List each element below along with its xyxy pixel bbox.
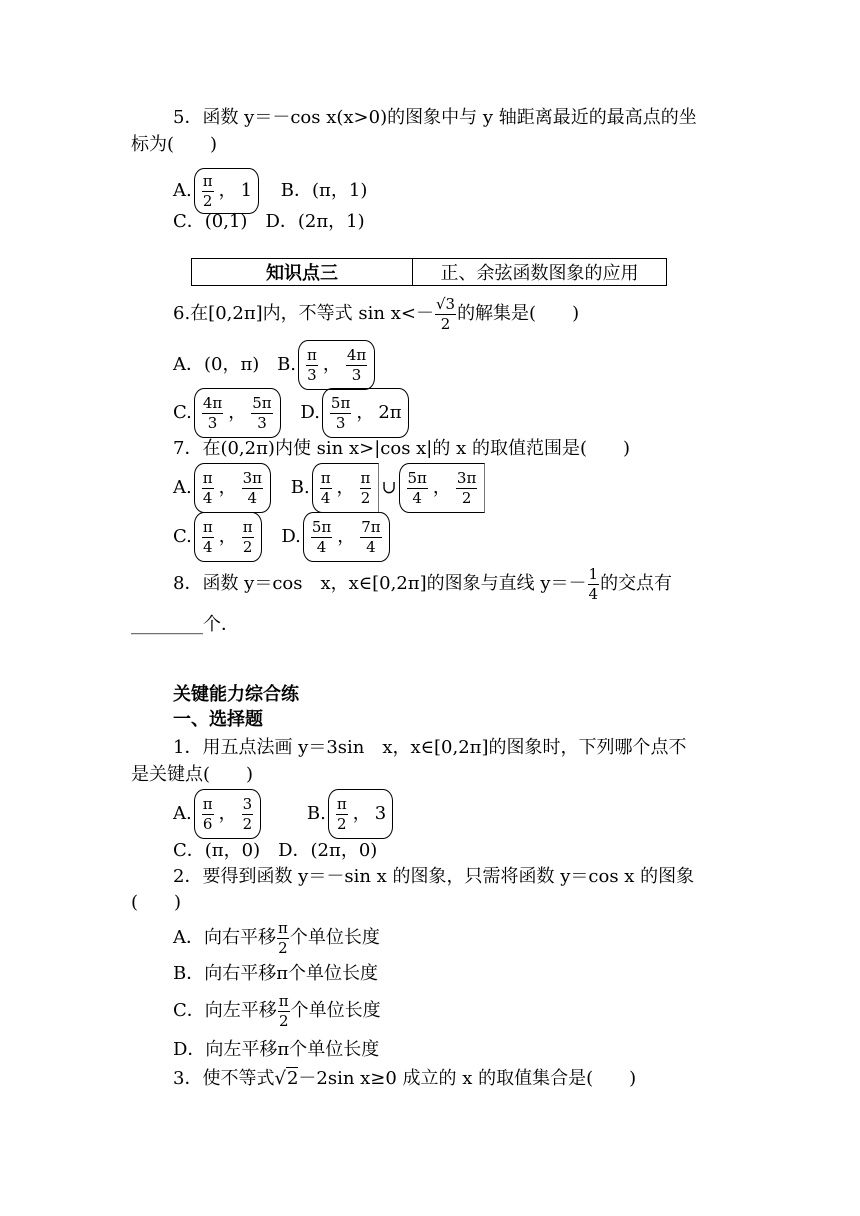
p2-stem-line2: ( ) xyxy=(131,892,182,913)
subsection-title: 一、选择题 xyxy=(173,709,263,730)
q7-option-a-label: A. xyxy=(173,477,192,498)
q5-options-ab xyxy=(173,168,367,214)
p1-option-b-point: $\frac{\pi}{2}$ ， 3 xyxy=(328,789,393,839)
p2-option-b: B．向右平移π个单位长度 xyxy=(173,963,379,984)
p1-stem-line1: 1．用五点法画 y＝3sin x，x∈[0,2π]的图象时，下列哪个点不 xyxy=(173,737,687,758)
q7-option-b-interval-2: $\frac{5\pi}{4}$ ， $\frac{3\pi}{2}$ xyxy=(399,463,486,513)
p2-c-fraction: $\frac{\pi}{2}$ xyxy=(278,991,289,1030)
q7-option-d-label: D. xyxy=(281,526,301,547)
q6-option-d-interval: $\frac{5\pi}{3}$ ， 2π xyxy=(322,388,409,438)
q5-options-cd: C．(0,1) D．(2π，1) xyxy=(173,211,365,232)
q8-blank-line: ________个． xyxy=(131,614,239,635)
q5-option-b: B．(π，1) xyxy=(280,180,368,201)
knowledge-point-topic: 正、余弦函数图象的应用 xyxy=(413,259,667,286)
p3-stem: 3．使不等式√2－2sin x≥0 成立的 x 的取值集合是( ) xyxy=(173,1068,637,1089)
q7-options-cd xyxy=(173,512,392,562)
q7-option-a-interval: $\frac{\pi}{4}$ ， $\frac{3\pi}{4}$ xyxy=(194,463,271,513)
q5-stem-line1: 5．函数 y＝－cos x(x>0)的图象中与 y 轴距离最近的最高点的坐 xyxy=(173,107,697,128)
q6-options-cd xyxy=(173,388,411,438)
knowledge-point-label: 知识点三 xyxy=(192,259,413,286)
section-title: 关键能力综合练 xyxy=(173,684,299,705)
q7-option-b-label: B. xyxy=(290,477,310,498)
p2-option-d: D．向左平移π个单位长度 xyxy=(173,1039,380,1060)
p2-option-c: C．向左平移 $\frac{\pi}{2}$ 个单位长度 xyxy=(173,991,381,1030)
q7-option-c-label: C. xyxy=(173,526,192,547)
p1-option-a-point: $\frac{\pi}{6}$ ， $\frac{3}{2}$ xyxy=(194,789,261,839)
p1-options-cd: C．(π，0) D．(2π，0) xyxy=(173,840,378,861)
q6-option-c-interval: $\frac{4\pi}{3}$ ， $\frac{5\pi}{3}$ xyxy=(194,388,281,438)
q5-stem-line2: 标为( ) xyxy=(131,134,218,155)
q7-options-ab xyxy=(173,463,487,513)
knowledge-point-table xyxy=(191,258,667,286)
q7-option-c-interval: $\frac{\pi}{4}$ ， $\frac{\pi}{2}$ xyxy=(194,512,262,562)
q5-option-a-label: A. xyxy=(173,180,192,201)
q6-option-d-label: D. xyxy=(300,402,320,423)
q8-stem: 8．函数 y＝cos x，x∈[0,2π]的图象与直线 y＝－ $\frac{1}{4}$ 的交点有 xyxy=(173,564,673,603)
q8-fraction: $\frac{1}{4}$ xyxy=(588,564,599,603)
q7-option-b-interval-1: $\frac{\pi}{4}$ ， $\frac{\pi}{2}$ xyxy=(312,463,380,513)
q6-fraction: $\frac{√3}{2}$ xyxy=(435,294,456,333)
p2-option-a: A．向右平移 $\frac{\pi}{2}$ 个单位长度 xyxy=(173,918,380,957)
q7-union-symbol: ∪ xyxy=(381,477,397,498)
p2-stem-line1: 2．要得到函数 y＝－sin x 的图象，只需将函数 y＝cos x 的图象 xyxy=(173,866,695,887)
q6-option-a: A．(0，π) xyxy=(173,354,260,375)
p1-options-ab xyxy=(173,789,395,839)
q7-stem: 7．在(0,2π)内使 sin x>|cos x|的 x 的取值范围是( ) xyxy=(173,438,631,459)
p2-a-fraction: $\frac{\pi}{2}$ xyxy=(278,918,288,957)
q6-option-c-label: C. xyxy=(173,402,192,423)
p1-option-b-label: B. xyxy=(306,803,326,824)
sqrt-symbol: √ xyxy=(274,1068,286,1089)
q6-option-b-interval: $\frac{\pi}{3}$ ， $\frac{4\pi}{3}$ xyxy=(298,340,375,390)
q5-a-fraction: $\frac{\pi}{2}$ xyxy=(202,171,213,210)
p1-stem-line2: 是关键点( ) xyxy=(131,764,254,785)
q6-options-ab xyxy=(173,340,377,390)
q6-stem: 6.在[0,2π]内，不等式 sin x<－ $\frac{√3}{2}$ 的解集是( ) xyxy=(173,294,580,333)
q6-option-b-label: B. xyxy=(277,354,297,375)
p1-option-a-label: A. xyxy=(173,803,192,824)
q7-option-d-interval: $\frac{5\pi}{4}$ ， $\frac{7\pi}{4}$ xyxy=(303,512,390,562)
q5-option-a-interval: $\frac{\pi}{2}$ ， 1 xyxy=(194,168,259,214)
